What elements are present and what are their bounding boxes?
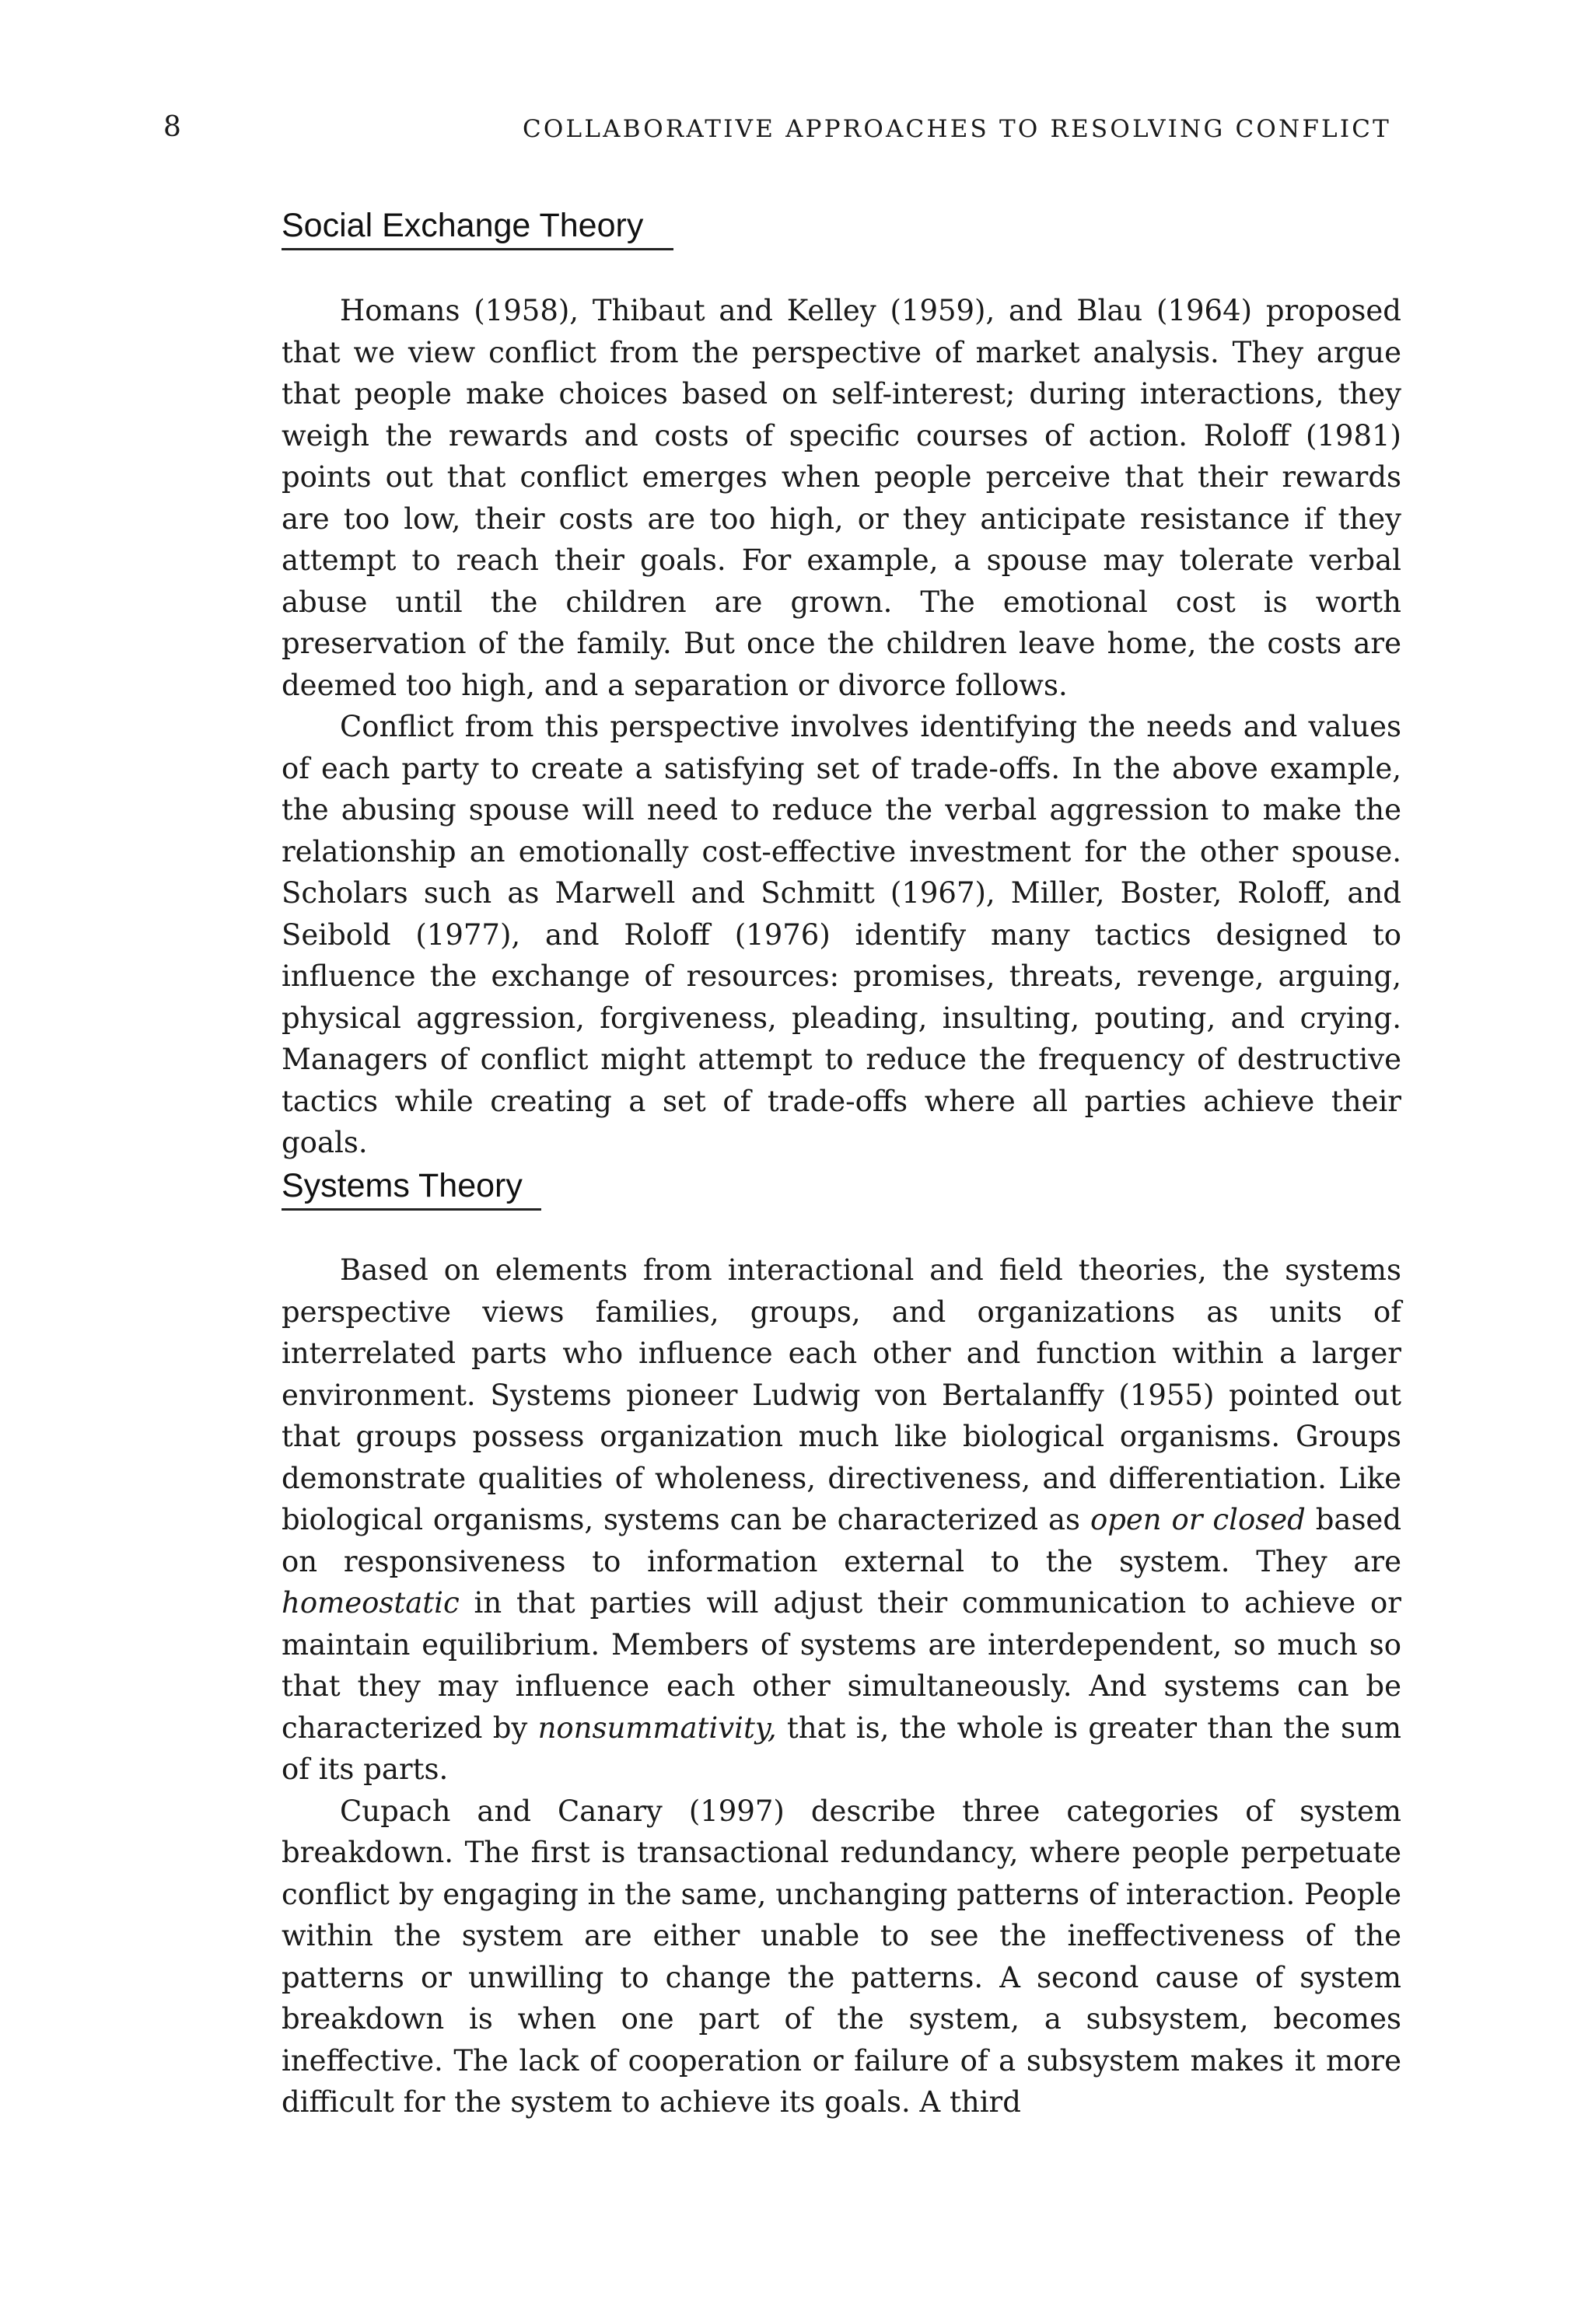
text-run: that is, the whole is greater than the sum of its parts. — [282, 1711, 1401, 1786]
section-body-systems-theory — [282, 1249, 1401, 2123]
section-heading-social-exchange-theory: Social Exchange Theory — [282, 204, 673, 250]
running-head: COLLABORATIVE APPROACHES TO RESOLVING CONFLICT — [523, 115, 1392, 143]
text-run: Based on elements from interactional and field theories, the systems perspective views families, groups, and organizations as units of interrelated parts who influence each other and function within a larger environment. Systems pioneer Ludwig von Bertalanffy (1955) pointed out that groups possess organization much like biological organisms. Groups demonstrate qualities of wholeness, directiveness, and differentiation. Like biological organisms, systems can be characterized as — [282, 1253, 1401, 1536]
italic-term-nonsummativity: nonsummativity, — [537, 1711, 777, 1745]
paragraph: Conflict from this perspective involves identifying the needs and values of each party to create a satisfying set of trade-offs. In the above example, the abusing spouse will need to reduce the verbal aggression to make the relationship an emotionally cost-effective investment for the other spouse. Scholars such as Marwell and Schmitt (1967), Miller, Boster, Roloff, and Seibold (1977), and Roloff (1976) identify many tactics designed to influence the exchange of resources: promises, threats, revenge, arguing, physical aggression, forgiveness, pleading, insulting, pouting, and crying. Managers of conflict might attempt to reduce the frequency of destructive tactics while creating a set of trade-offs where all parties achieve their goals. — [282, 710, 1401, 1159]
section-heading-systems-theory: Systems Theory — [282, 1164, 541, 1211]
paragraph: Homans (1958), Thibaut and Kelley (1959), and Blau (1964) proposed that we view conflict from the perspective of market analysis. They argue that people make choices based on self-interest; during interactions, they weigh the rewards and costs of specific courses of action. Roloff (1981) points out that conflict emerges when people perceive that their rewards are too low, their costs are too high, or they anticipate resistance if they attempt to reach their goals. For example, a spouse may tolerate verbal abuse until the children are grown. The emotional cost is worth preservation of the family. But once the children leave home, the costs are deemed too high, and a separation or divorce follows. — [282, 294, 1401, 702]
italic-term-open-or-closed: open or closed — [1090, 1503, 1306, 1536]
section-body-social-exchange-theory — [282, 290, 1401, 1164]
italic-term-homeostatic: homeostatic — [282, 1586, 460, 1620]
page-number: 8 — [163, 111, 181, 143]
text-run: based on responsiveness to information external to the system. They are — [282, 1503, 1402, 1578]
paragraph — [282, 1249, 1401, 1791]
text-run: in that parties will adjust their communication to achieve or maintain equilibrium. Members of systems are interdependent, so much so that they may influence each other simultaneously. And systems can be characterized by — [282, 1586, 1401, 1745]
paragraph: Cupach and Canary (1997) describe three categories of system breakdown. The first is transactional redundancy, where people perpetuate conflict by engaging in the same, unchanging patterns of interaction. People within the system are either unable to see the ineffectiveness of the patterns or unwilling to change the patterns. A second cause of system breakdown is when one part of the system, a subsystem, becomes ineffective. The lack of cooperation or failure of a subsystem makes it more difficult for the system to achieve its goals. A third — [282, 1794, 1401, 2119]
